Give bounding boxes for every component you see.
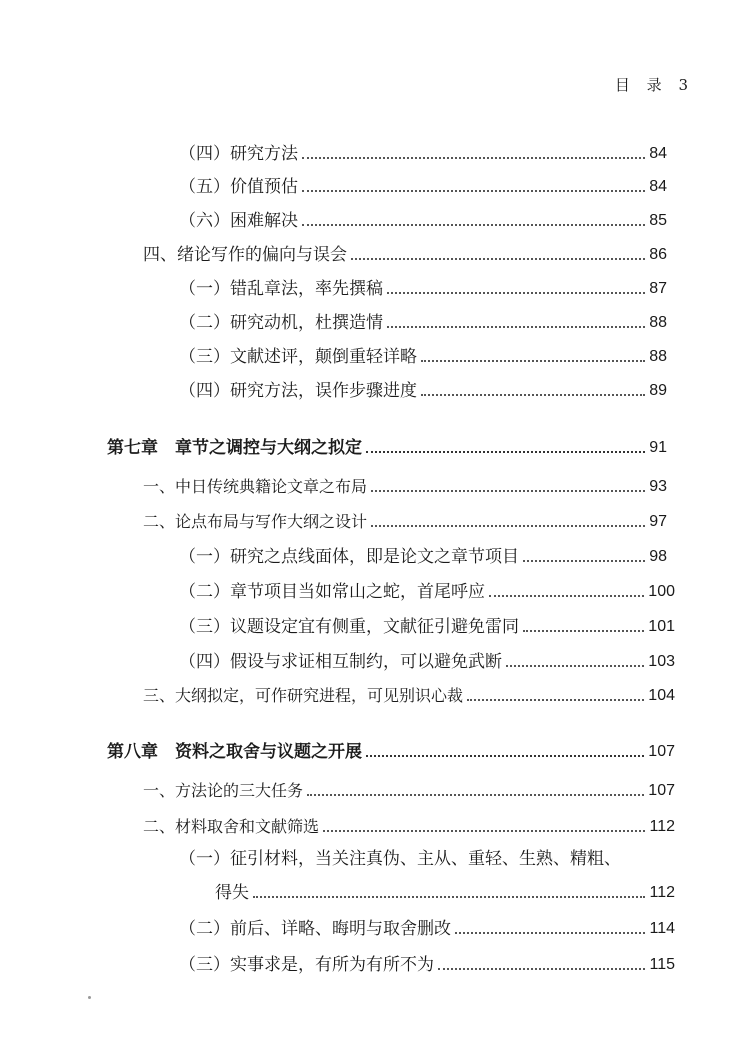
dot-leader xyxy=(366,755,644,757)
toc-entry-page: 88 xyxy=(649,348,667,365)
toc-entry[interactable] xyxy=(215,878,675,904)
toc-entry[interactable] xyxy=(179,542,667,568)
toc-entry-title: （三）文献述评，颠倒重轻详略 xyxy=(179,347,417,367)
toc-chapter-entry[interactable] xyxy=(107,433,667,459)
toc-entry[interactable] xyxy=(143,240,667,266)
toc-entry-page: 115 xyxy=(649,956,675,973)
dot-leader xyxy=(523,560,645,562)
toc-entry-title: （三）议题设定宜有侧重，文献征引避免雷同 xyxy=(179,617,519,637)
dot-leader xyxy=(253,896,645,898)
toc-entry[interactable] xyxy=(179,376,667,402)
dot-leader xyxy=(489,595,644,597)
toc-entry-title: 一、中日传统典籍论文章之布局 xyxy=(143,477,368,496)
header-page-number: 3 xyxy=(678,76,694,94)
toc-entry-title: 二、论点布局与写作大纲之设计 xyxy=(143,512,368,531)
toc-entry[interactable] xyxy=(143,472,667,498)
toc-entry-page: 87 xyxy=(649,280,667,297)
toc-entry-page: 85 xyxy=(649,212,667,229)
toc-entry[interactable] xyxy=(143,681,675,707)
dot-leader xyxy=(506,665,644,667)
toc-entry-page: 107 xyxy=(648,782,675,799)
chapter-title: 第八章 资料之取舍与议题之开展 xyxy=(107,742,362,762)
toc-entry[interactable] xyxy=(179,342,667,368)
toc-entry-title: 四、绪论写作的偏向与误会 xyxy=(143,245,347,265)
toc-entry[interactable] xyxy=(179,274,667,300)
dot-leader xyxy=(455,932,645,934)
toc-entry-page: 86 xyxy=(649,246,667,263)
toc-entry-page: 112 xyxy=(649,818,675,835)
toc-entry[interactable] xyxy=(179,914,675,940)
toc-entry-title-line1: （一）征引材料，当关注真伪、主从、重轻、生熟、精粗、 xyxy=(179,849,621,869)
toc-entry-title: （六）困难解决 xyxy=(179,211,298,231)
toc-entry[interactable] xyxy=(143,812,675,838)
toc-entry-title: （一）错乱章法，率先撰稿 xyxy=(179,279,383,299)
toc-entry-page: 91 xyxy=(649,439,667,456)
toc-entry[interactable] xyxy=(179,647,675,673)
dot-leader xyxy=(302,190,645,192)
toc-entry-title: 一、方法论的三大任务 xyxy=(143,781,304,800)
toc-entry-title: （一）研究之点线面体，即是论文之章节项目 xyxy=(179,547,519,567)
dot-leader xyxy=(307,794,644,796)
toc-entry-page: 114 xyxy=(649,920,675,937)
toc-entry-title-line2: 得失 xyxy=(215,883,249,903)
toc-entry-title: 二、材料取舍和文献筛选 xyxy=(143,817,320,836)
toc-entry-title: （四）假设与求证相互制约，可以避免武断 xyxy=(179,652,502,672)
toc-entry-title: （二）前后、详略、晦明与取舍删改 xyxy=(179,919,451,939)
toc-entry[interactable] xyxy=(179,308,667,334)
toc-entry-title: （五）价值预估 xyxy=(179,177,298,197)
dot-leader xyxy=(438,968,645,970)
toc-entry[interactable] xyxy=(179,577,675,603)
toc-entry[interactable] xyxy=(143,776,675,802)
toc-entry-title: （二）章节项目当如常山之蛇，首尾呼应 xyxy=(179,582,485,602)
toc-entry-page: 107 xyxy=(648,743,675,760)
toc-chapter-entry[interactable] xyxy=(107,737,675,763)
toc-entry-page: 103 xyxy=(648,653,675,670)
dot-leader xyxy=(351,258,645,260)
dot-leader xyxy=(366,451,645,453)
dot-leader xyxy=(371,490,645,492)
toc-entry-page: 104 xyxy=(648,687,675,704)
dot-leader xyxy=(302,157,645,159)
running-header xyxy=(615,74,694,95)
toc-entry-title: （四）研究方法 xyxy=(179,144,298,164)
toc-entry-page: 88 xyxy=(649,314,667,331)
toc-entry-page: 84 xyxy=(649,178,667,195)
toc-entry-page: 112 xyxy=(649,884,675,901)
dot-leader xyxy=(387,292,645,294)
dot-leader xyxy=(421,360,645,362)
header-section-title: 目 录 xyxy=(614,76,668,94)
chapter-title: 第七章 章节之调控与大纲之拟定 xyxy=(107,438,362,458)
toc-entry-page: 97 xyxy=(649,513,667,530)
toc-entry-title: （二）研究动机，杜撰造情 xyxy=(179,313,383,333)
toc-entry[interactable] xyxy=(179,950,675,976)
toc-entry[interactable] xyxy=(179,139,667,165)
dot-leader xyxy=(323,830,645,832)
dot-leader xyxy=(387,326,645,328)
dot-leader xyxy=(421,394,645,396)
toc-entry-title: （三）实事求是，有所为有所不为 xyxy=(179,955,434,975)
toc-entry-title: （四）研究方法，误作步骤进度 xyxy=(179,381,417,401)
toc-entry[interactable] xyxy=(179,172,667,198)
toc-entry-page: 89 xyxy=(649,382,667,399)
toc-entry-page: 93 xyxy=(649,478,667,495)
dot-leader xyxy=(371,525,645,527)
print-speck xyxy=(88,996,91,999)
toc-entry[interactable] xyxy=(143,507,667,533)
toc-entry-page: 101 xyxy=(648,618,675,635)
toc-entry[interactable] xyxy=(179,206,667,232)
dot-leader xyxy=(467,699,644,701)
toc-entry-page: 100 xyxy=(648,583,675,600)
dot-leader xyxy=(302,224,645,226)
toc-entry-title: 三、大纲拟定，可作研究进程，可见别识心裁 xyxy=(143,686,464,705)
toc-entry-page: 98 xyxy=(649,548,667,565)
toc-entry[interactable] xyxy=(179,612,675,638)
dot-leader xyxy=(523,630,644,632)
toc-entry-page: 84 xyxy=(649,145,667,162)
